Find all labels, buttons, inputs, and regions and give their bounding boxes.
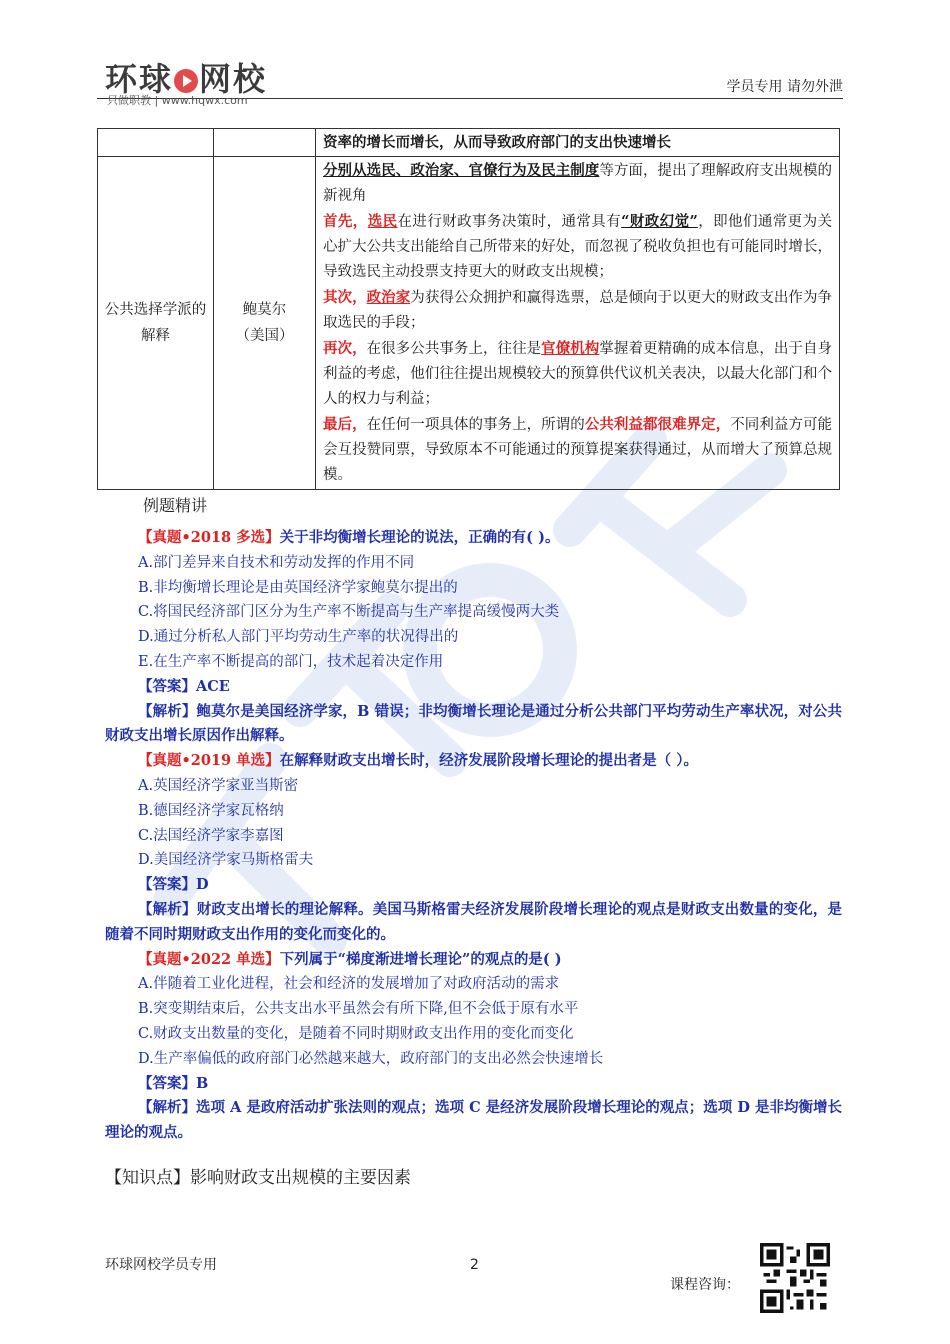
option: E.在生产率不断提高的部门，技术起着决定作用 xyxy=(138,653,444,670)
intro-underlined: 分别从选民、政治家、官僚行为及民主制度 xyxy=(323,162,600,179)
option: D.美国经济学家马斯格雷夫 xyxy=(138,852,314,869)
answer-value: D xyxy=(196,876,209,894)
theorist-country: （美国） xyxy=(235,328,294,344)
table-cell-empty xyxy=(214,129,316,157)
header-notice: 学员专用 请勿外泄 xyxy=(726,79,843,95)
lead-word: 再次， xyxy=(323,340,367,357)
key-term: “财政幻觉” xyxy=(621,213,698,230)
key-term: 选民 xyxy=(367,213,398,230)
table-row xyxy=(98,129,840,157)
answer-label: 【答案】 xyxy=(138,876,196,894)
theory-table xyxy=(97,128,840,490)
answer xyxy=(105,873,842,898)
answer xyxy=(105,675,842,700)
analysis-text: 财政支出增长的理论解释。美国马斯格雷夫经济发展阶段增长理论的观点是财政支出数量的变化，是随着不同时期财政支出作用的变化而变化的。 xyxy=(105,900,843,943)
question-text: 关于非均衡增长理论的说法，正确的有( )。 xyxy=(279,529,560,546)
answer-label: 【答案】 xyxy=(138,677,196,695)
key-term: 政治家 xyxy=(366,289,411,306)
key-term: 公共利益都很难界定， xyxy=(584,416,731,433)
point-voters xyxy=(323,209,832,285)
intro-paragraph xyxy=(323,158,832,209)
lead-word: 最后， xyxy=(323,416,367,433)
point-text: 为获得公众拥护和赢得选票，总是倾向于以更大的财政支出作为争取选民的手段； xyxy=(323,290,833,331)
logo-text-right: 网校 xyxy=(199,60,268,98)
answer-value: ACE xyxy=(196,677,230,695)
exam-questions xyxy=(105,526,842,1146)
analysis xyxy=(105,700,842,750)
option: D.生产率偏低的政府部门必然越来越大，政府部门的支出必然会快速增长 xyxy=(138,1050,604,1067)
option: A.部门差异来自技术和劳动发挥的作用不同 xyxy=(138,554,415,571)
question-stem xyxy=(105,526,842,551)
table-row xyxy=(98,157,840,490)
point-text: ，即他们通常更为关心扩大公共支出能给自己所带来的好处，而忽视了税收负担也有可能同时增长，导致选民主动投票支持更大的财政支出规模； xyxy=(323,214,832,280)
footer-label: 环球网校学员专用 xyxy=(105,1257,217,1273)
option: B.突变期结束后，公共支出水平虽然会有所下降,但不会低于原有水平 xyxy=(138,1001,579,1018)
analysis xyxy=(105,898,842,948)
analysis-label: 【解析】 xyxy=(138,900,197,918)
option: C.将国民经济部门区分为生产率不断提高与生产率提高缓慢两大类 xyxy=(138,604,560,621)
option: B.非均衡增长理论是由英国经济学家鲍莫尔提出的 xyxy=(138,579,458,596)
lead-word: 其次， xyxy=(323,289,367,306)
option: C.法国经济学家李嘉图 xyxy=(138,827,284,844)
section-title: 例题精讲 xyxy=(143,496,208,515)
point-text: 在任何一项具体的事务上，所谓的 xyxy=(366,417,585,433)
key-term: 官僚机构 xyxy=(541,340,600,357)
knowledge-point-heading: 【知识点】影响财政支出规模的主要因素 xyxy=(105,1168,411,1188)
school-name: 公共选择学派的解释 xyxy=(98,157,214,490)
table-cell-empty xyxy=(98,129,214,157)
point-politicians xyxy=(323,285,832,336)
logo-subtitle: 只做职教 | www.hqwx.com xyxy=(107,94,248,107)
option: B.德国经济学家瓦格纳 xyxy=(138,802,284,819)
point-text: 掌握着更精确的成本信息，出于自身利益的考虑，他们往往提出规模较大的预算供代议机关表决，以最大化部门和个人的权力与利益； xyxy=(323,341,833,407)
page-header xyxy=(97,48,843,107)
intro-rest: 等方面，提出了理解政府支出规模的新视角 xyxy=(323,163,833,204)
consult-label: 课程咨询： xyxy=(670,1277,740,1293)
option: C.财政支出数量的变化，是随着不同时期财政支出作用的变化而变化 xyxy=(138,1025,574,1042)
analysis-text: 选项 A 是政府活动扩张法则的观点；选项 C 是经济发展阶段增长理论的观点；选项 D 是非均衡增长理论的观点。 xyxy=(105,1099,842,1142)
analysis xyxy=(105,1096,842,1146)
question-tag: 【真题•2022 单选】 xyxy=(138,950,280,968)
theory-explanation xyxy=(316,157,840,490)
question-text: 下列属于“梯度渐进增长理论”的观点的是( ) xyxy=(279,950,562,968)
option: A.伴随着工业化进程，社会和经济的发展增加了对政府活动的需求 xyxy=(138,976,560,993)
point-public-interest xyxy=(323,412,832,488)
qr-code-icon[interactable] xyxy=(760,1243,830,1313)
answer-value: B xyxy=(196,1074,209,1092)
page-number: 2 xyxy=(470,1257,479,1273)
theorist-name: 鲍莫尔 xyxy=(242,302,287,318)
analysis-label: 【解析】 xyxy=(138,1099,197,1117)
answer xyxy=(105,1072,842,1097)
question-tag: 【真题•2018 多选】 xyxy=(138,529,280,546)
option: D.通过分析私人部门平均劳动生产率的状况得出的 xyxy=(138,629,459,646)
analysis-text: 鲍莫尔是美国经济学家，B 错误；非均衡增长理论是通过分析公共部门平均劳动生产率状况，对公共财政支出增长原因作出解释。 xyxy=(105,702,842,745)
point-text: 在很多公共事务上，往往是 xyxy=(366,341,542,357)
point-text: 在进行财政事务决策时，通常具有 xyxy=(397,214,622,230)
question-stem xyxy=(105,749,842,774)
point-text: 不同利益方可能会互投赞同票，导致原本不可能通过的预算提案获得通过，从而增大了预算总规模。 xyxy=(323,417,833,483)
analysis-label: 【解析】 xyxy=(138,702,197,720)
question-tag: 【真题•2019 单选】 xyxy=(138,752,280,770)
table-cell-text: 资率的增长而增长，从而导致政府部门的支出快速增长 xyxy=(316,129,840,157)
theorist-cell xyxy=(214,157,316,490)
logo-text-left: 环球 xyxy=(105,60,174,98)
option: A.英国经济学家亚当斯密 xyxy=(138,777,299,794)
question-text: 在解释财政支出增长时，经济发展阶段增长理论的提出者是（ ）。 xyxy=(279,752,698,770)
play-logo-icon xyxy=(174,69,198,93)
lead-word: 首先， xyxy=(323,213,368,230)
answer-label: 【答案】 xyxy=(138,1074,196,1092)
question-stem xyxy=(105,948,842,973)
point-bureaucracy xyxy=(323,336,832,412)
